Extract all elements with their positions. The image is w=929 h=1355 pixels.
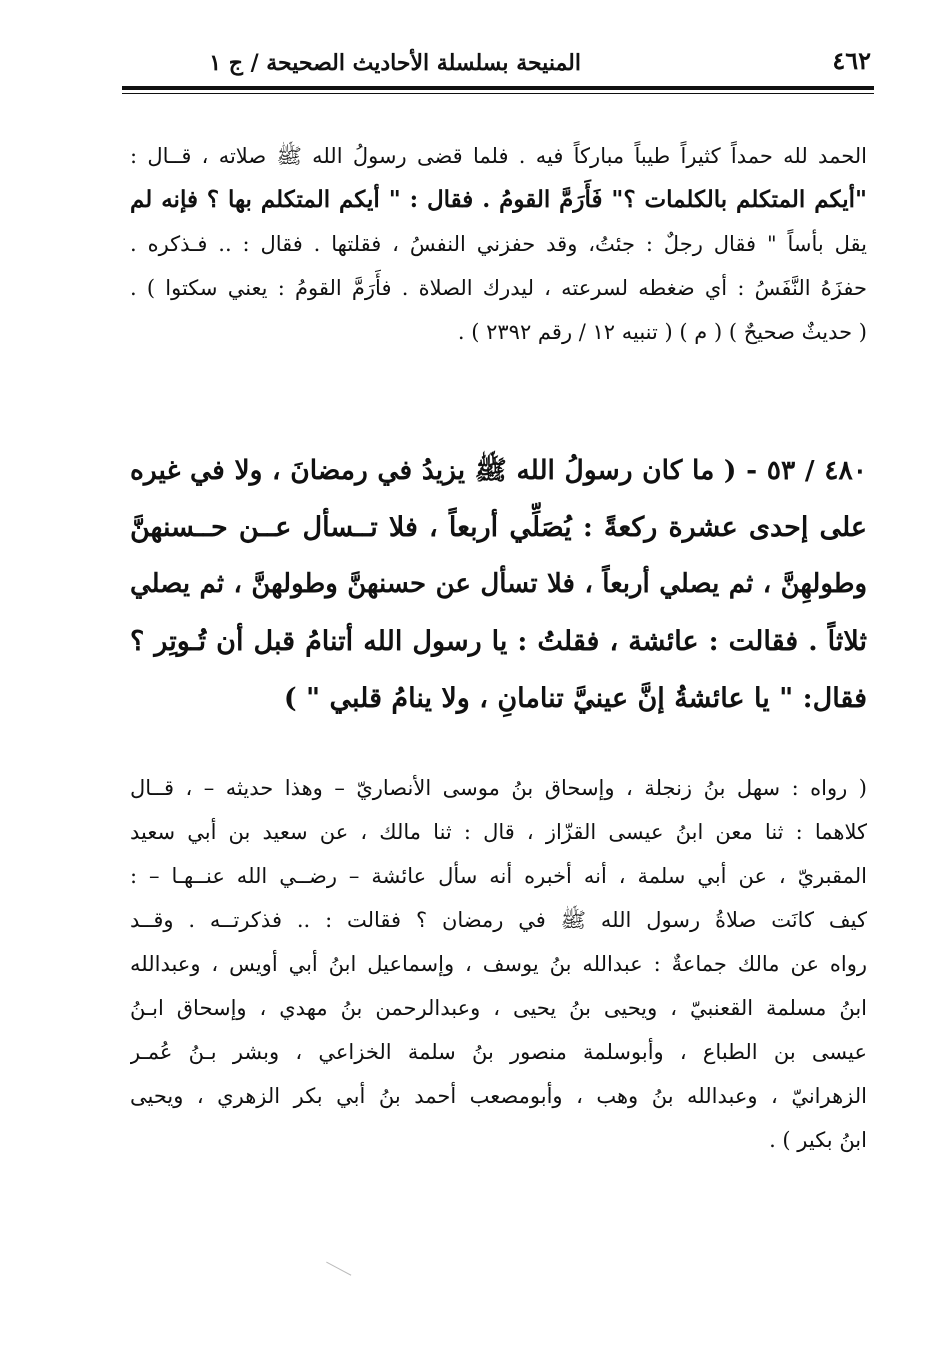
takhrij-paragraph (130, 766, 867, 1162)
takhrij-line: ابنُ بكير ) . (769, 1128, 867, 1152)
takhrij-line: المقبريّ ، عن أبي سلمة ، أنه أخبره أنه سأل عائشة – رضــي الله عنــهـا – : (130, 864, 867, 888)
takhrij-line: ابنُ مسلمة القعنبيّ ، ويحيى بنُ يحيى ، وعبدالرحمن بنُ مهدي ، وإسحاق ابـنُ (130, 996, 867, 1020)
header-rule-thin (122, 93, 874, 94)
intro-line: الحمد لله حمداً كثيراً طيباً مباركاً فيه . فلما قضى رسولُ الله ﷺ صلاته ، قــال : (130, 144, 867, 168)
header-rule (122, 86, 874, 90)
takhrij-line: كلاهما : ثنا معن ابنُ عيسى القزّاز ، قال : ثنا مالك ، عن سعيد بن أبي سعيد (130, 820, 867, 844)
hadith-line: فقال: " يا عائشةُ إنَّ عينيَّ تنامانِ ، ولا ينامُ قلبي " ) (283, 683, 867, 714)
hadith-text (130, 442, 867, 727)
takhrij-line: ( رواه : سهل بنُ زنجلة ، وإسحاق بنُ موسى الأنصاريّ – وهذا حديثه – ، قــال (130, 776, 867, 800)
takhrij-line: عيسى بن الطباع ، وأبوسلمة منصور بنُ سلمة الخزاعي ، وبشر بـنُ عُمـر (130, 1040, 867, 1064)
intro-line: حفزَهُ النَّفَسُ : أي ضغطه لسرعته ، ليدرك الصلاة . فأَرَمَّ القومُ : يعني سكتوا ) . (130, 276, 867, 300)
running-header (122, 46, 871, 82)
hadith-line: على إحدى عشرة ركعةً : يُصَلِّي أربعاً ، فلا تــسأل عــن حــسنهنَّ (130, 512, 867, 543)
scan-mark (326, 1249, 358, 1275)
intro-line: "أيكم المتكلم بالكلمات ؟" فَأَرَمَّ القومُ . فقال : " أيكم المتكلم بها ؟ فإنه لم (130, 186, 867, 213)
intro-paragraph (130, 134, 867, 354)
intro-line: يقل بأساً " فقال رجلٌ : جئتُ، وقد حفزني النفسُ ، فقلتها . فقال : .. فـذكره . (130, 232, 867, 256)
takhrij-line: رواه عن مالك جماعةٌ : عبدالله بنُ يوسف ، وإسماعيل ابنُ أبي أويس ، وعبدالله (130, 952, 867, 976)
takhrij-line: الزهرانيّ ، وعبدالله بنُ وهب ، وأبومصعب أحمد بنُ أبي بكر الزهري ، ويحيى (130, 1084, 867, 1108)
hadith-grade-line: ( حديثٌ صحيحٌ ) ( م ) ( تنبيه ١٢ / رقم ٢٣٩٢ ) . (457, 320, 867, 344)
hadith-line: ثلاثاً . فقالت : عائشة ، فقلتُ : يا رسول الله أتنامُ قبل أن تُـوتِر ؟ (130, 626, 867, 657)
page-number: ٤٦٢ (832, 46, 871, 75)
takhrij-line: كيف كانَت صلاةُ رسول الله ﷺ في رمضان ؟ فقالت : .. فذكرتــه . وقــد (130, 908, 867, 932)
book-title: المنيحة بسلسلة الأحاديث الصحيحة / ج ١ (209, 50, 581, 76)
hadith-line: ٤٨٠ / ٥٣ - ( ما كان رسولُ الله ﷺ يزيدُ في رمضانَ ، ولا في غيره (130, 455, 867, 486)
hadith-line: وطولهِنَّ ، ثم يصلي أربعاً ، فلا تسأل عن حسنهنَّ وطولهنَّ ، ثم يصلي (130, 569, 867, 599)
